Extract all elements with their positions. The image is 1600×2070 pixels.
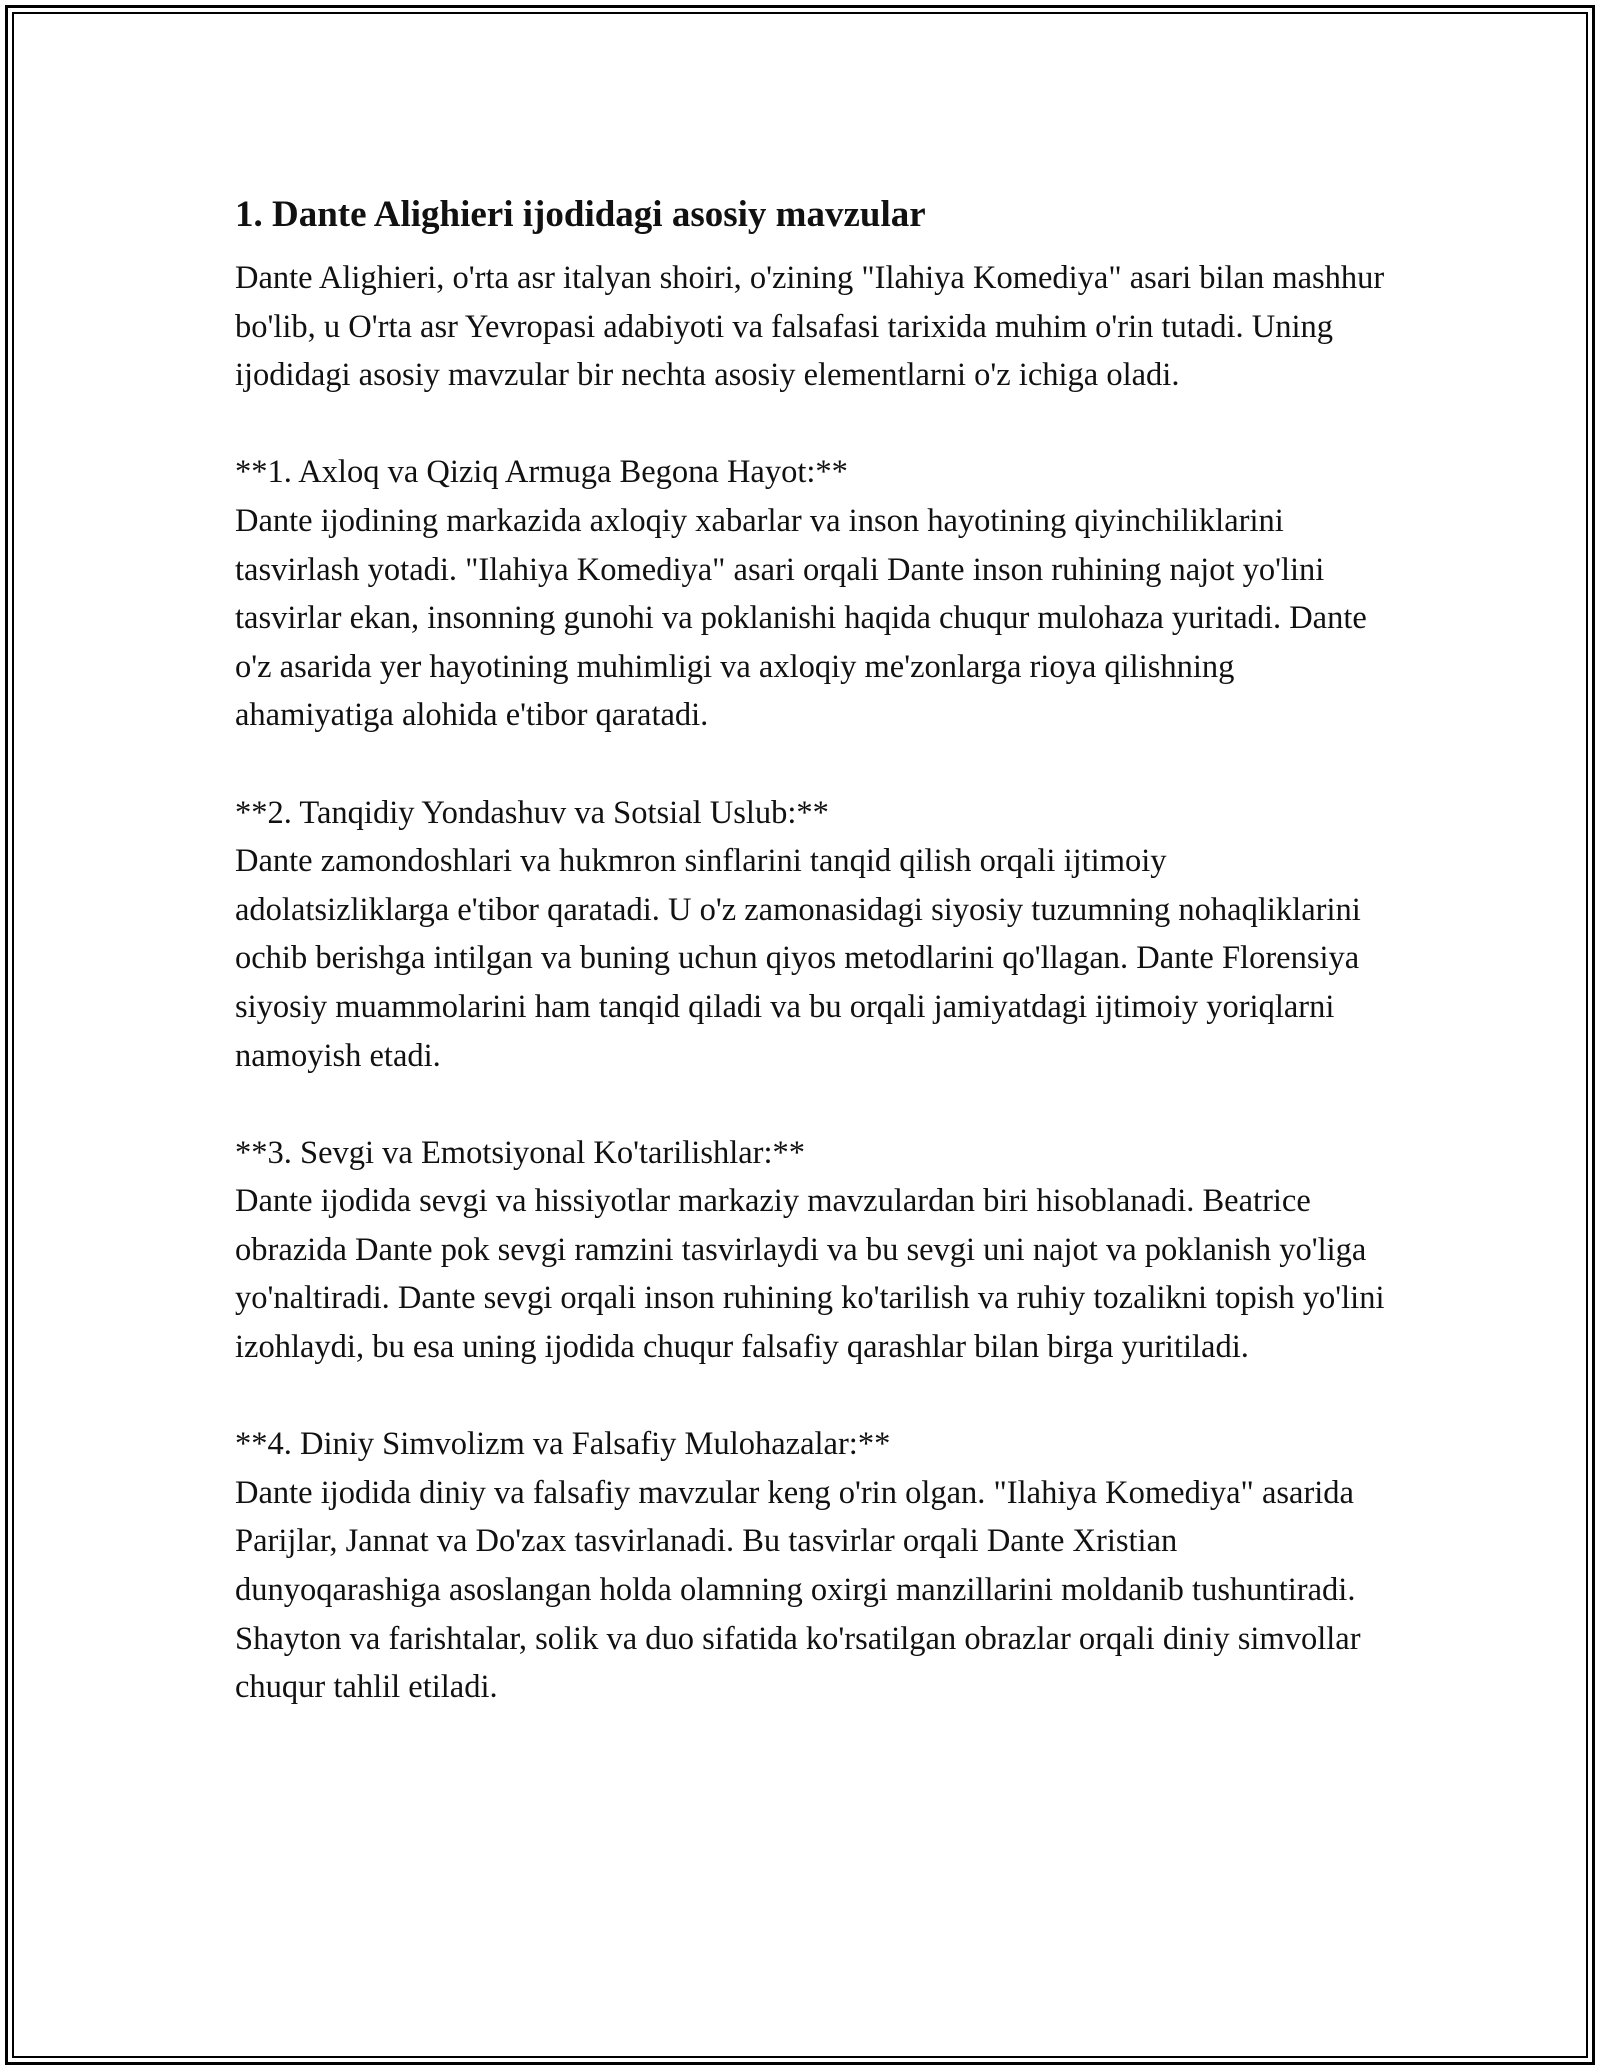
document-title: 1. Dante Alighieri ijodidagi asosiy mavzular <box>235 194 926 235</box>
section-heading: **3. Sevgi va Emotsiyonal Ko'tarilishlar:** <box>235 1134 806 1171</box>
paragraph-spacer <box>235 400 1385 449</box>
paragraph-spacer <box>235 740 1385 789</box>
intro-paragraph: Dante Alighieri, o'rta asr italyan shoiri, o'zining "Ilahiya Komediya" asari bilan mashhur bo'lib, u O'rta asr Yevropasi adabiyoti va falsafasi tarixida muhim o'rin tutadi. Uning ijodidagi asosiy mavzular bir nechta asosiy elementlarni o'z ichiga oladi. <box>235 260 1393 394</box>
section-body: Dante ijodining markazida axloqiy xabarlar va inson hayotining qiyinchiliklarini tasvirlash yotadi. "Ilahiya Komediya" asari orqali Dante inson ruhining najot yo'lini tasvirlar ekan, insonning gunohi va poklanishi haqida chuqur mulohaza yuritadi. Dante o'z asarida yer hayotining muhimligi va axloqiy me'zonlarga rioya qilishning ahamiyatiga alohida e'tibor qaratadi. <box>235 502 1375 734</box>
section-3 <box>235 1129 1393 1372</box>
section-1 <box>235 448 1385 740</box>
section-2 <box>235 789 1385 1081</box>
section-4 <box>235 1420 1385 1712</box>
section-heading: **4. Diniy Simvolizm va Falsafiy Mulohazalar:** <box>235 1426 891 1463</box>
section-heading: **1. Axloq va Qiziq Armuga Begona Hayot:** <box>235 454 848 491</box>
section-body: Dante ijodida sevgi va hissiyotlar markaziy mavzulardan biri hisoblanadi. Beatrice obrazida Dante pok sevgi ramzini tasvirlaydi va bu sevgi uni najot va poklanish yo'liga yo'naltiradi. Dante sevgi orqali inson ruhining ko'tarilish va ruhiy tozalikni topish yo'lini izohlaydi, bu esa uning ijodida chuqur falsafiy qarashlar bilan birga yuritiladi. <box>235 1183 1393 1366</box>
paragraph-spacer <box>235 1372 1385 1421</box>
section-heading: **2. Tanqidiy Yondashuv va Sotsial Uslub:** <box>235 794 829 831</box>
paragraph-spacer <box>235 1080 1385 1129</box>
section-body: Dante zamondoshlari va hukmron sinflarini tanqid qilish orqali ijtimoiy adolatsizliklarga e'tibor qaratadi. U o'z zamonasidagi siyosiy tuzumning nohaqliklarini ochib berishga intilgan va buning uchun qiyos metodlarini qo'llagan. Dante Florensiya siyosiy muammolarini ham tanqid qiladi va bu orqali jamiyatdagi ijtimoiy yoriqlarni namoyish etadi. <box>235 843 1369 1074</box>
document-body <box>235 184 1393 1712</box>
section-body: Dante ijodida diniy va falsafiy mavzular keng o'rin olgan. "Ilahiya Komediya" asarida Parijlar, Jannat va Do'zax tasvirlanadi. Bu tasvirlar orqali Dante Xristian dunyoqarashiga asoslangan holda olamning oxirgi manzillarini moldanib tushuntiradi. Shayton va farishtalar, solik va duo sifatida ko'rsatilgan obrazlar orqali diniy simvollar chuqur tahlil etiladi. <box>235 1474 1369 1706</box>
